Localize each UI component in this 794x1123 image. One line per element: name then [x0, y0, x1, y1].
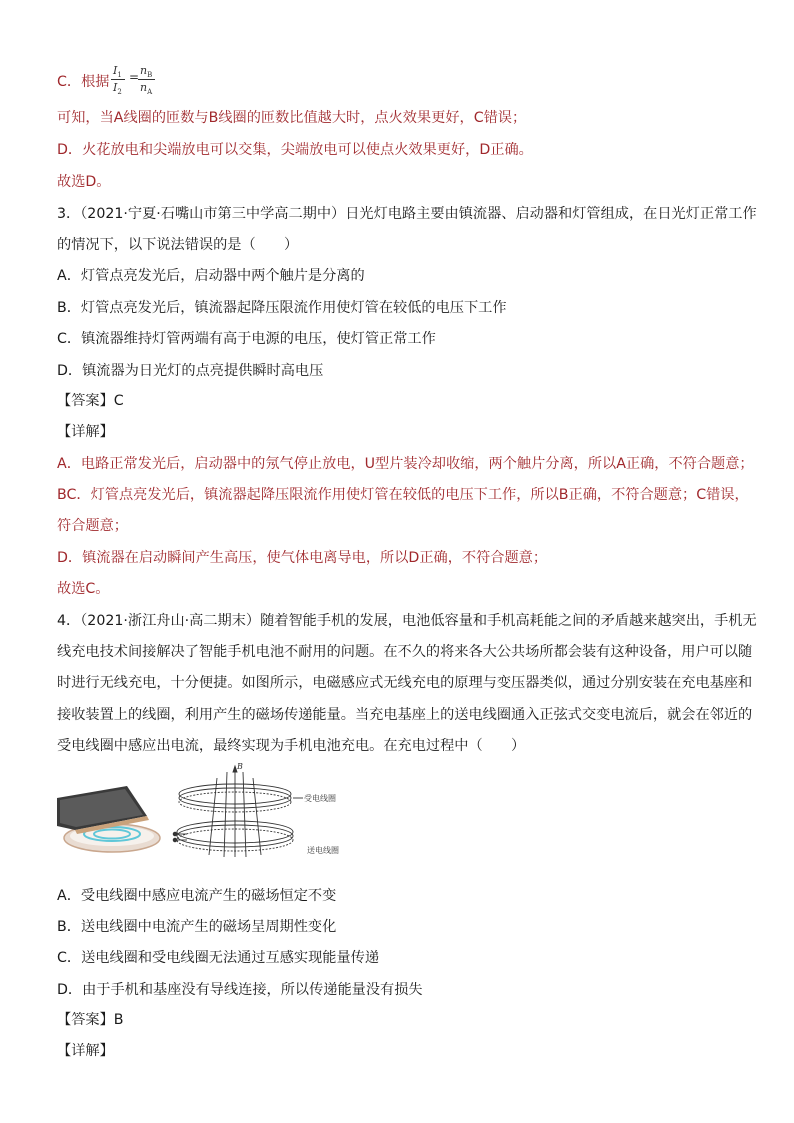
text-line: 时进行无线充电，十分便捷。如图所示，电磁感应式无线充电的原理与变压器类似，通过分别安装在充电基座和 — [57, 675, 753, 691]
text-line: A．电路正常发光后，启动器中的氖气停止放电，U型片装冷却收缩，两个触片分离，所以A正确，不符合题意； — [57, 456, 754, 472]
text-line: 【答案】B — [57, 1012, 124, 1028]
text-line: D．火花放电和尖端放电可以交集，尖端放电可以使点火效果更好，D正确。 — [57, 142, 533, 158]
turns-ratio-formula — [109, 64, 169, 100]
coil-diagram — [173, 766, 303, 857]
text-line: D．镇流器为日光灯的点亮提供瞬时高电压 — [57, 363, 324, 379]
equals-sign: = — [129, 70, 140, 84]
formula-denominator-left: $I_2$ — [113, 81, 122, 97]
send-coil-label: 送电线圈 — [307, 846, 339, 855]
formula-numerator-left: $I_1$ — [113, 64, 122, 80]
text-line: 故选C。 — [57, 581, 110, 597]
text-line: 的情况下，以下说法错误的是（ ） — [57, 237, 299, 253]
text-line: 4．（2021·浙江舟山·高二期末）随着智能手机的发展，电池低容量和手机高耗能之间的矛盾越来越突出，手机无 — [57, 613, 757, 629]
text-line: 受电线圈中感应出电流，最终实现为手机电池充电。在充电过程中（ ） — [57, 738, 526, 754]
text-line: 接收装置上的线圈，利用产生的磁场传递能量。当充电基座上的送电线圈通入正弦式交变电流后，就会在邻近的 — [57, 707, 753, 723]
text-line: 3．（2021·宁夏·石嘴山市第三中学高二期中）日光灯电路主要由镇流器、启动器和灯管组成，在日光灯正常工作 — [57, 206, 757, 222]
formula-numerator-right: $n_B$ — [140, 64, 153, 80]
text-line: D．镇流器在启动瞬间产生高压，使气体电离导电，所以D正确，不符合题意； — [57, 550, 548, 566]
text-line: BC．灯管点亮发光后，镇流器起降压限流作用使灯管在较低的电压下工作，所以B正确，不符合题意；C错误， — [57, 487, 749, 503]
receive-coil-label: 受电线圈 — [304, 794, 336, 803]
text-line: 【答案】C — [57, 393, 124, 409]
text-line: D．由于手机和基座没有导线连接，所以传递能量没有损失 — [57, 982, 423, 998]
text-line: 【详解】 — [57, 424, 114, 440]
text-line: 符合题意； — [57, 518, 128, 534]
text-line: C．镇流器维持灯管两端有高于电源的电压，使灯管正常工作 — [57, 331, 436, 347]
text-line: A．灯管点亮发光后，启动器中两个触片是分离的 — [57, 268, 365, 284]
text-line: 线充电技术间接解决了智能手机电池不耐用的问题。在不久的将来各大公共场所都会装有这种设备，用户可以随 — [57, 644, 753, 660]
text-line: B．送电线圈中电流产生的磁场呈周期性变化 — [57, 919, 337, 935]
wireless-charging-figure — [57, 760, 357, 860]
text-line: C．送电线圈和受电线圈无法通过互感实现能量传递 — [57, 950, 380, 966]
text-line: 可知，当A线圈的匝数与B线圈的匝数比值越大时，点火效果更好，C错误； — [57, 110, 527, 126]
text-line: C．根据 — [57, 74, 110, 90]
formula-denominator-right: $n_A$ — [140, 81, 153, 97]
phone-on-charger-photo — [57, 786, 160, 852]
fraction-bar-left — [111, 79, 125, 80]
fraction-bar-right — [138, 79, 155, 80]
field-label-b: B — [237, 762, 243, 771]
text-line: 故选D。 — [57, 174, 111, 190]
text-line: 【详解】 — [57, 1043, 114, 1059]
text-line: A．受电线圈中感应电流产生的磁场恒定不变 — [57, 888, 337, 904]
text-line: B．灯管点亮发光后，镇流器起降压限流作用使灯管在较低的电压下工作 — [57, 300, 507, 316]
